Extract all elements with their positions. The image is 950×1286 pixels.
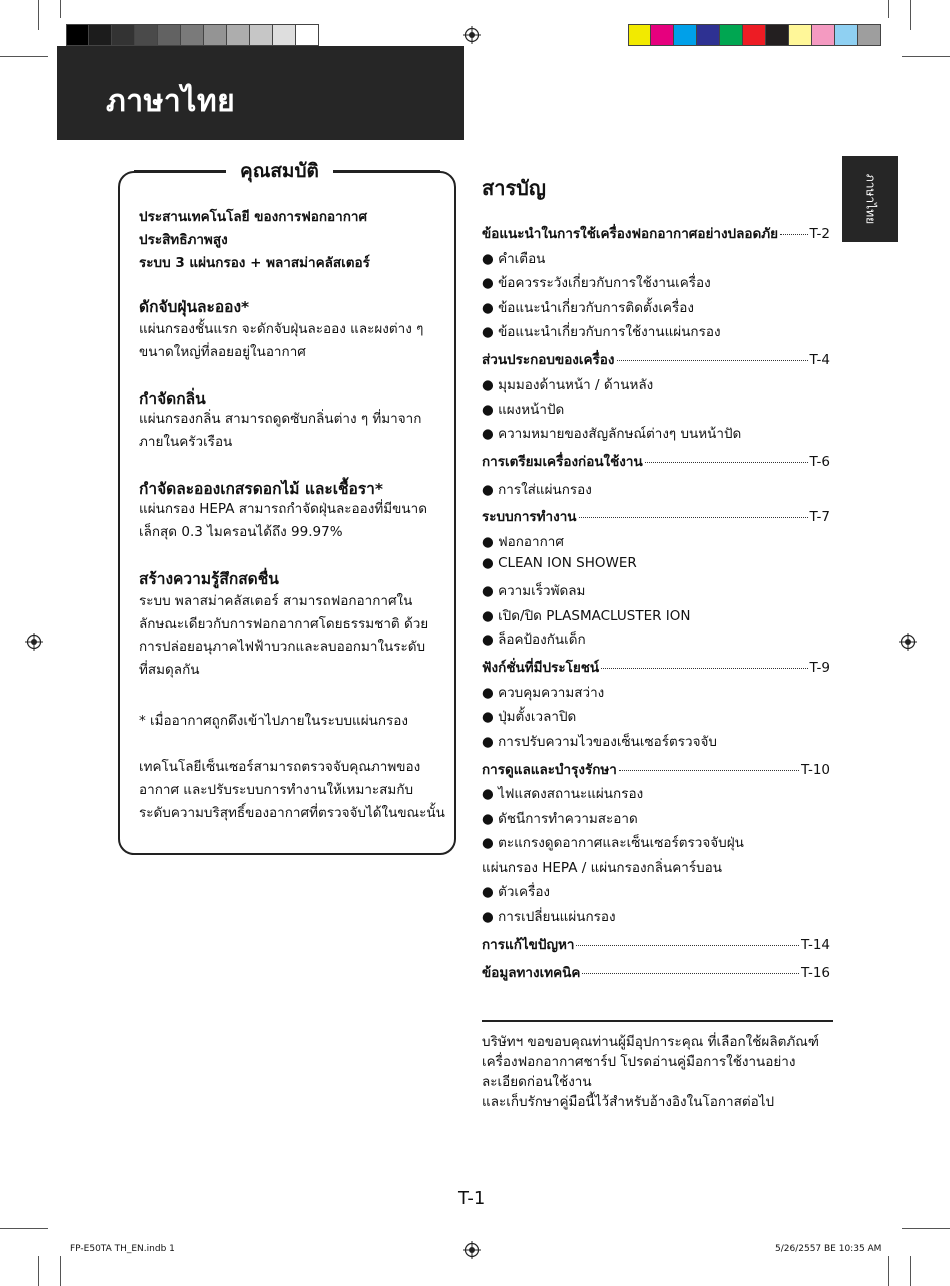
color-swatch [858,24,881,46]
color-swatch [227,24,250,46]
toc-page-number: T-2 [809,226,830,242]
toc-item: ● ฟอกอากาศ [482,534,564,550]
sensor-note: เทคโนโลยีเซ็นเซอร์สามารถตรวจจับคุณภาพของ อากาศ และปรับระบบการทำงานให้เหมาะสมกับ ระดับความบริสุทธิ์ของอากาศที่ตรวจจับได้ในขณะนั้น [139,759,445,821]
registration-mark-icon [25,633,43,651]
color-swatch [720,24,743,46]
color-swatch [674,24,697,46]
color-swatch [204,24,227,46]
color-swatch [651,24,674,46]
toc-leader-dots [619,770,799,771]
crop-mark [910,0,911,30]
color-swatch [158,24,181,46]
color-swatch [89,24,112,46]
color-swatch [250,24,273,46]
crop-mark [38,0,39,30]
toc-section[interactable] [482,758,830,780]
toc-section[interactable] [482,348,830,370]
feature-description: แผ่นกรองชั้นแรก จะดักจับฝุ่นละออง และผงต่าง ๆ ขนาดใหญ่ที่ลอยอยู่ในอากาศ [139,321,424,360]
toc-page-number: T-16 [800,965,830,981]
feature-description: แผ่นกรอง HEPA สามารถกำจัดฝุ่นละอองที่มีขนาด เล็กสุด 0.3 ไมครอนได้ถึง 99.97% [139,501,427,540]
toc-page-number: T-9 [809,660,830,676]
color-swatch [789,24,812,46]
feature-heading: ดักจับฝุ่นละออง* [139,298,250,316]
color-swatch [835,24,858,46]
toc-item: ● ดัชนีการทำความสะอาด [482,811,638,827]
toc-leader-dots [645,462,808,463]
features-footnote: * เมื่ออากาศถูกดึงเข้าไปภายในระบบแผ่นกรอง [139,713,408,729]
divider [482,1020,833,1022]
toc-item: ● เปิด/ปิด PLASMACLUSTER ION [482,608,691,624]
crop-mark [60,1256,61,1286]
crop-mark [902,1228,950,1229]
color-swatch [273,24,296,46]
toc-leader-dots [582,973,799,974]
registration-mark-icon [463,26,481,44]
toc-page-number: T-10 [800,762,830,778]
toc-leader-dots [576,945,798,946]
toc-section-title: การเตรียมเครื่องก่อนใช้งาน [482,454,643,470]
toc-section[interactable] [482,505,830,527]
registration-mark-icon [463,1241,481,1259]
toc-item: ● ปุ่มตั้งเวลาปิด [482,709,577,725]
feature-heading: กำจัดกลิ่น [139,390,206,408]
toc-leader-dots [579,517,808,518]
date-slug: 5/26/2557 BE 10:35 AM [775,1244,882,1254]
color-swatch [697,24,720,46]
features-title-line [333,170,440,172]
color-swatch [181,24,204,46]
side-tab-label: ภาษาไทย [863,173,878,225]
thanks-note: บริษัทฯ ขอขอบคุณท่านผู้มีอุปการะคุณ ที่เลือกใช้ผลิตภัณฑ์ เครื่องฟอกอากาศชาร์ป โปรดอ่านคู่มือการใช้งานอย่าง ละเอียดก่อนใช้งาน และเก็บรักษาคู่มือนี้ไว้สำหรับอ้างอิงในโอกาสต่อไป [482,1034,819,1110]
crop-mark [38,1256,39,1286]
toc-section-title: ข้อมูลทางเทคนิค [482,965,581,981]
page-number: T-1 [458,1188,486,1209]
toc-page-number: T-14 [800,937,830,953]
toc-section[interactable] [482,933,830,955]
file-slug: FP-E50TA TH_EN.indb 1 [70,1244,175,1254]
toc-section[interactable] [482,222,830,244]
toc-item: ● ข้อแนะนำเกี่ยวกับการใช้งานแผ่นกรอง [482,324,721,340]
feature-heading: กำจัดละอองเกสรดอกไม้ และเชื้อรา* [139,480,383,498]
toc-item: ● ความเร็วพัดลม [482,583,586,599]
toc-section-title: การแก้ไขปัญหา [482,937,575,953]
feature-description: แผ่นกรองกลิ่น สามารถดูดซับกลิ่นต่าง ๆ ที่มาจาก ภายในครัวเรือน [139,411,422,450]
features-intro: ประสานเทคโนโลยี ของการฟอกอากาศ ประสิทธิภาพสูง ระบบ 3 แผ่นกรอง + พลาสม่าคลัสเตอร์ [139,209,370,271]
toc-item: ● การใส่แผ่นกรอง [482,482,592,498]
feature-heading: สร้างความรู้สึกสดชื่น [139,570,279,588]
toc-section-title: ฟังก์ชั่นที่มีประโยชน์ [482,660,600,676]
toc-leader-dots [617,360,808,361]
color-swatch [766,24,789,46]
toc-section-title: การดูแลและบำรุงรักษา [482,762,617,778]
gray-swatch-strip [66,24,319,46]
color-swatch-strip [628,24,881,46]
toc-section-title: ระบบการทำงาน [482,509,577,525]
toc-item: ● ข้อแนะนำเกี่ยวกับการติดตั้งเครื่อง [482,300,694,316]
toc-item: ● แผงหน้าปัด [482,402,565,418]
color-swatch [812,24,835,46]
toc-section[interactable] [482,656,830,678]
crop-mark [910,1256,911,1286]
feature-description: ระบบ พลาสม่าคลัสเตอร์ สามารถฟอกอากาศใน ลักษณะเดียวกับการฟอกอากาศโดยธรรมชาติ ด้วย การปล่อยอนุภาคไฟฟ้าบวกและลบออกมาในระดับ ที่สมดุลกัน [139,593,429,678]
toc-title: สารบัญ [482,176,546,200]
toc-leader-dots [601,668,807,669]
crop-mark [888,0,889,18]
color-swatch [66,24,89,46]
toc-item: แผ่นกรอง HEPA / แผ่นกรองกลิ่นคาร์บอน [482,860,722,876]
toc-item: ● CLEAN ION SHOWER [482,555,637,571]
toc-item: ● คำเตือน [482,251,546,267]
toc-item: ● ล็อคป้องกันเด็ก [482,632,586,648]
crop-mark [888,1256,889,1286]
toc-item: ● ข้อควรระวังเกี่ยวกับการใช้งานเครื่อง [482,275,711,291]
crop-mark [60,0,61,18]
toc-page-number: T-6 [809,454,830,470]
toc-item: ● ตะแกรงดูดอากาศและเซ็นเซอร์ตรวจจับฝุ่น [482,835,744,851]
toc-page-number: T-7 [809,509,830,525]
toc-item: ● ความหมายของสัญลักษณ์ต่างๆ บนหน้าปัด [482,426,742,442]
color-swatch [743,24,766,46]
color-swatch [135,24,158,46]
registration-mark-icon [899,633,917,651]
features-title: คุณสมบัติ [226,156,333,186]
toc-section-title: ข้อแนะนำในการใช้เครื่องฟอกอากาศอย่างปลอดภัย [482,226,779,242]
color-swatch [296,24,319,46]
toc-leader-dots [780,234,807,235]
toc-item: ● ไฟแสดงสถานะแผ่นกรอง [482,786,644,802]
toc-item: ● การปรับความไวของเซ็นเซอร์ตรวจจับ [482,734,717,750]
color-swatch [628,24,651,46]
toc-item: ● ตัวเครื่อง [482,884,551,900]
features-title-line [134,170,226,172]
crop-mark [0,56,48,57]
toc-section[interactable] [482,961,830,983]
toc-item: ● ควบคุมความสว่าง [482,685,605,701]
crop-mark [902,56,950,57]
crop-mark [0,1228,48,1229]
toc-page-number: T-4 [809,352,830,368]
toc-section[interactable] [482,450,830,472]
toc-item: ● มุมมองด้านหน้า / ด้านหลัง [482,377,654,393]
color-swatch [112,24,135,46]
toc-section-title: ส่วนประกอบของเครื่อง [482,352,615,368]
page-title: ภาษาไทย [106,84,236,119]
toc-item: ● การเปลี่ยนแผ่นกรอง [482,909,616,925]
